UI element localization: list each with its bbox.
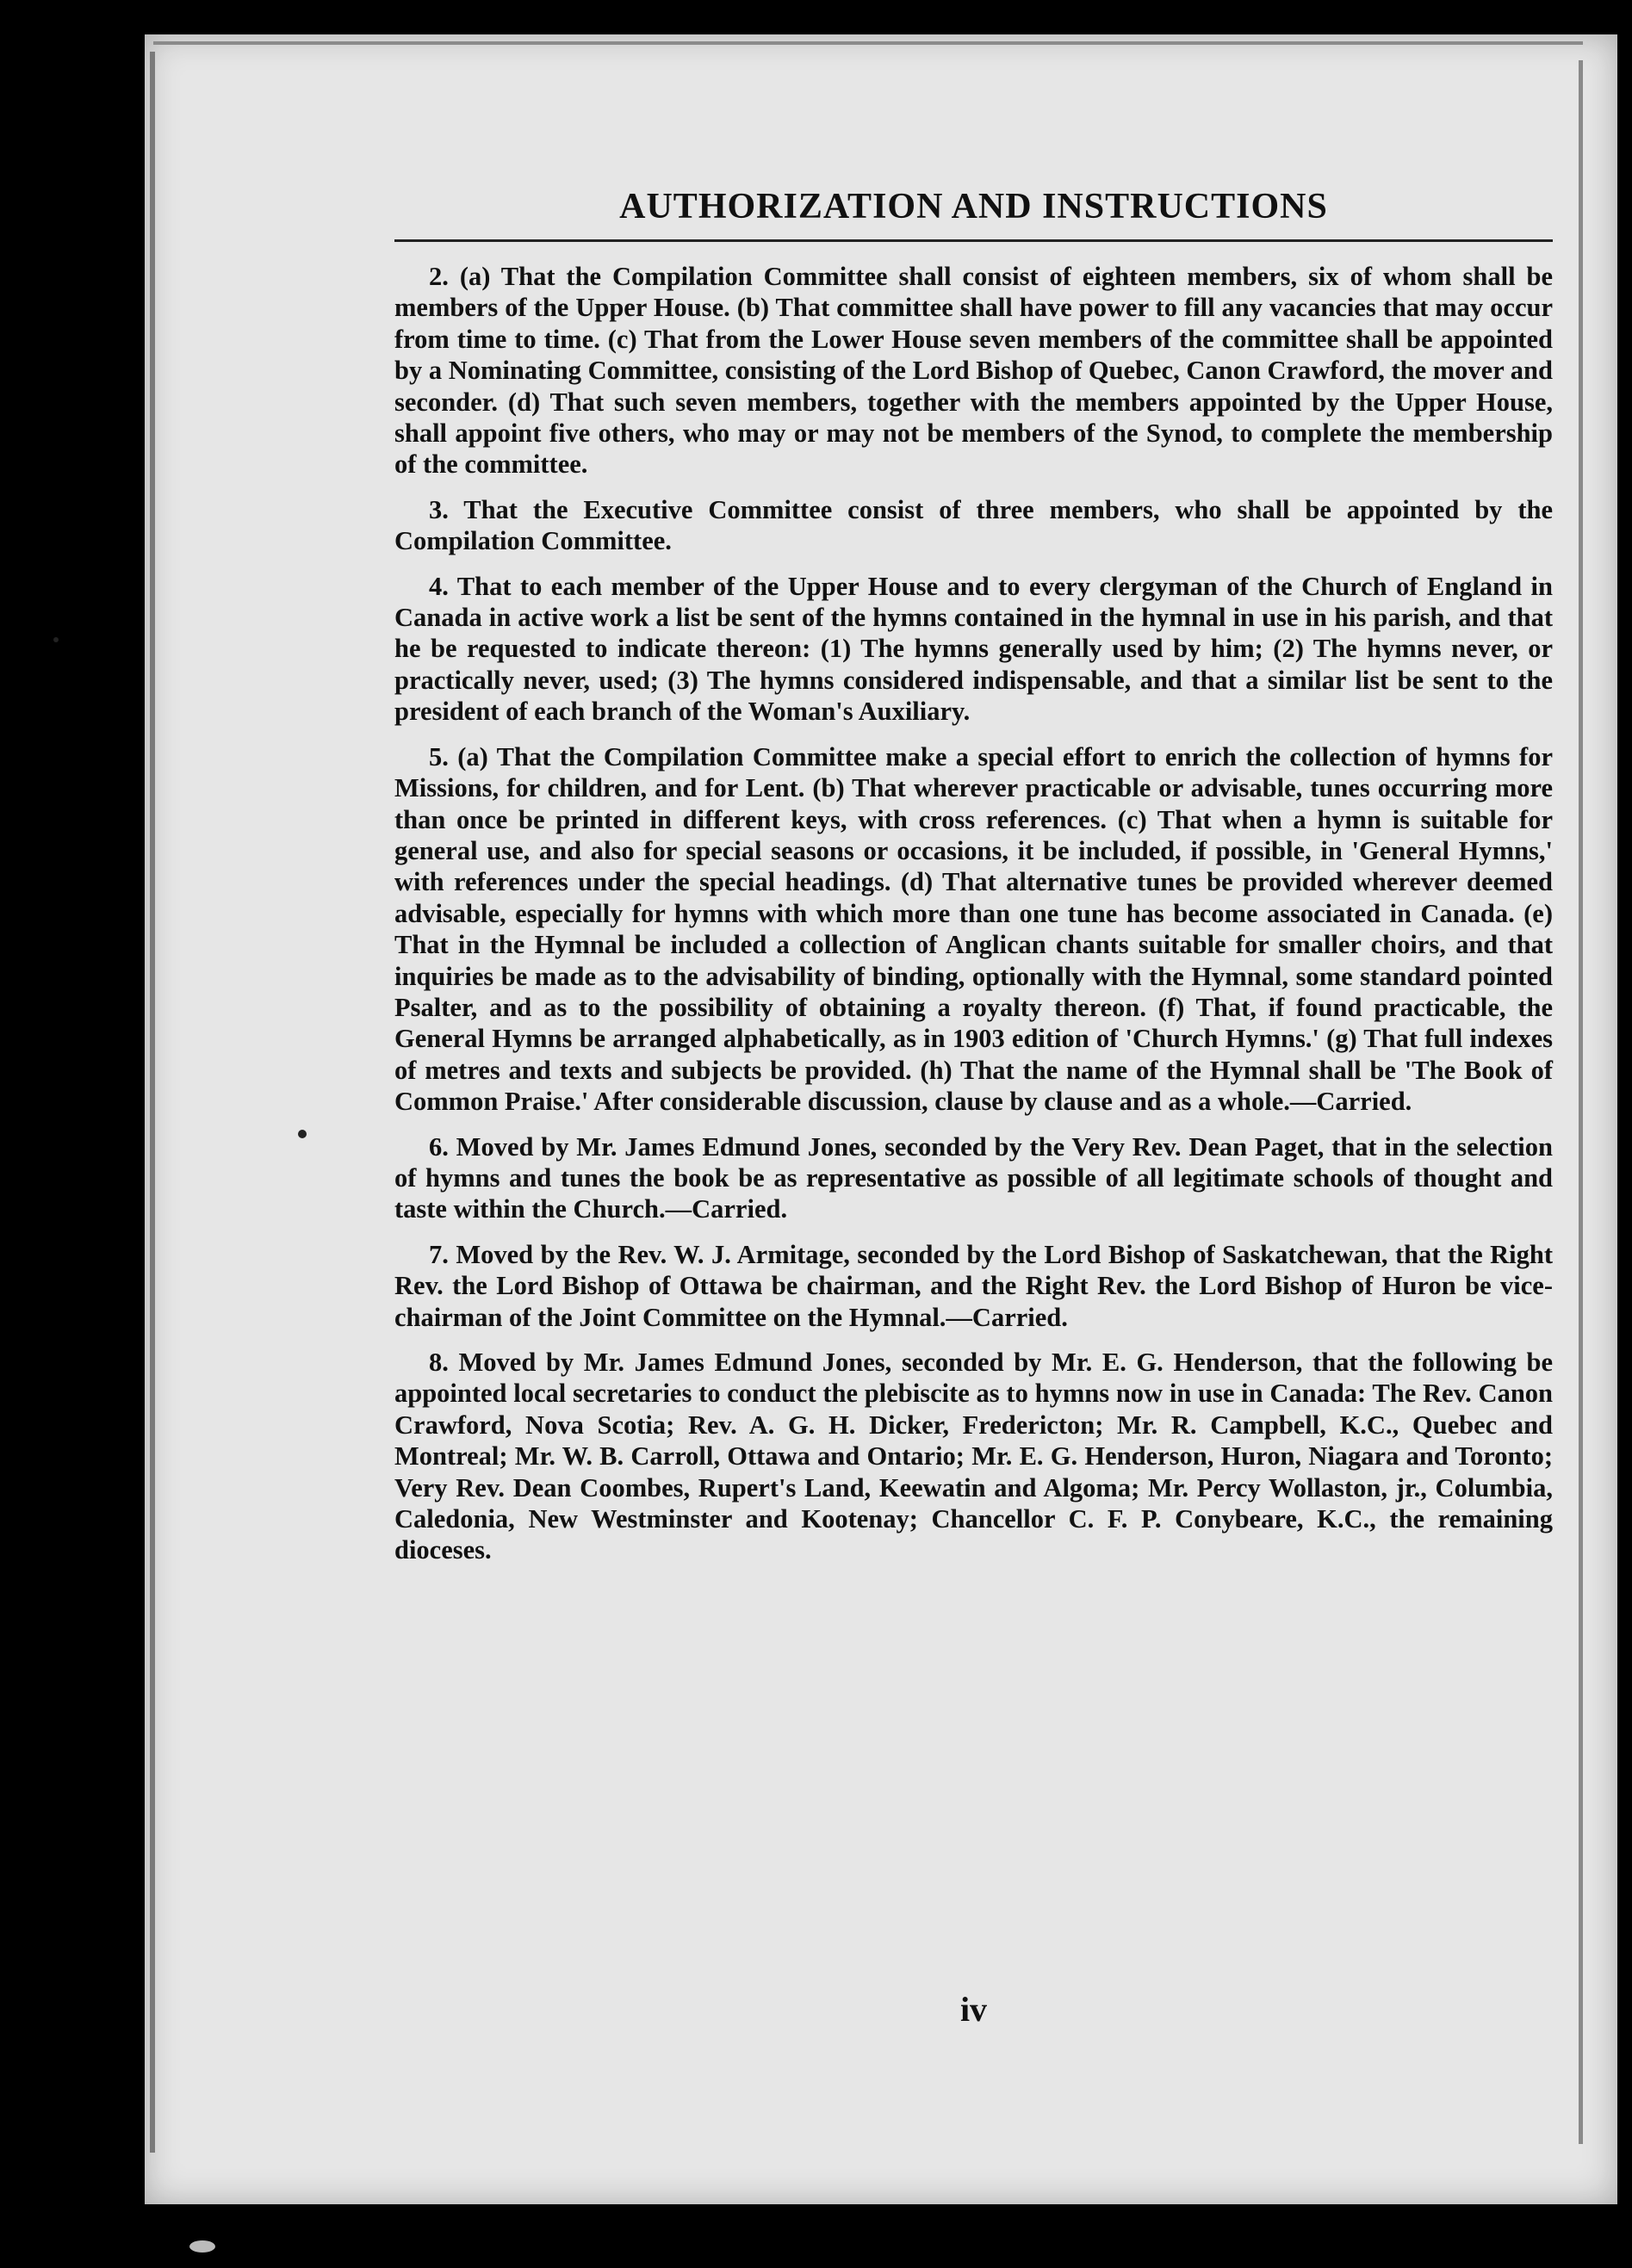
- page-left-edge: [150, 52, 155, 2153]
- clause-2: 2. (a) That the Compilation Committee shall consist of eighteen members, six of whom shall be members of the Upper House. (b) That committee shall have power to fill any vacancies that may occur from time to time. (c) That from the Lower House seven members of the committee shall be appointed by a Nominating Committee, consisting of the Lord Bishop of Quebec, Canon Crawford, the mover and seconder. (d) That such seven members, together with the members appointed by the Upper House, shall appoint five others, who may or may not be members of the Synod, to complete the membership of the committee.: [394, 262, 1553, 480]
- page-number: iv: [959, 1990, 988, 2029]
- stray-ink-dot: [53, 637, 59, 642]
- header-rule: [394, 239, 1553, 242]
- running-header: AUTHORIZATION AND INSTRUCTIONS: [619, 187, 1328, 226]
- stray-ink-dot: [298, 1130, 307, 1138]
- clause-8: 8. Moved by Mr. James Edmund Jones, seconded by Mr. E. G. Henderson, that the following be appointed local secretaries to conduct the plebiscite as to hymns now in use in Canada: The Rev. Canon Crawford, Nova Scotia; Rev. A. G. H. Dicker, Fredericton; Mr. R. Campbell, K.C., Quebec and Montreal; Mr. W. B. Carroll, Ottawa and Ontario; Mr. E. G. Henderson, Huron, Niagara and Toronto; Very Rev. Dean Coombes, Rupert's Land, Keewatin and Algoma; Mr. Percy Wollaston, jr., Columbia, Caledonia, New Westminster and Kootenay; Chancellor C. F. P. Conybeare, K.C., the remaining dioceses.: [394, 1348, 1553, 1565]
- clause-4: 4. That to each member of the Upper House and to every clergyman of the Church of England in Canada in active work a list be sent of the hymns contained in the hymnal in use in his parish, and that he be requested to indicate thereon: (1) The hymns generally used by him; (2) The hymns never, or practically never, used; (3) The hymns considered indispensable, and that a similar list be sent to the president of each branch of the Woman's Auxiliary.: [394, 571, 1553, 727]
- page-top-edge: [153, 41, 1583, 45]
- clause-7: 7. Moved by the Rev. W. J. Armitage, seconded by the Lord Bishop of Saskatchewan, that the Right Rev. the Lord Bishop of Ottawa be chairman, and the Right Rev. the Lord Bishop of Huron be vice-chairman of the Joint Committee on the Hymnal.—Carried.: [394, 1239, 1553, 1332]
- page-right-edge: [1579, 60, 1583, 2144]
- clause-3: 3. That the Executive Committee consist of three members, who shall be appointed by the Compilation Committee.: [394, 494, 1553, 556]
- clause-5: 5. (a) That the Compilation Committee make a special effort to enrich the collection of hymns for Missions, for children, and for Lent. (b) That wherever practicable or advisable, tunes occurring more than once be printed in different keys, with cross references. (c) That when a hymn is suitable for general use, and also for special seasons or occasions, it be included, if possible, in 'General Hymns,' with references under the special headings. (d) That alternative tunes be provided wherever deemed advisable, especially for hymns with which more than one tune has become associated in Canada. (e) That in the Hymnal be included a collection of Anglican chants suitable for smaller choirs, and that inquiries be made as to the advisability of binding, optionally with the Hymnal, some standard pointed Psalter, and as to the possibility of obtaining a royalty thereon. (f) That, if found practicable, the General Hymns be arranged alphabetically, as in 1903 edition of 'Church Hymns.' (g) That full indexes of metres and texts and subjects be provided. (h) That the name of the Hymnal shall be 'The Book of Common Praise.' After considerable discussion, clause by clause and as a whole.—Carried.: [394, 741, 1553, 1117]
- scan-debris: [189, 2240, 215, 2253]
- clause-6: 6. Moved by Mr. James Edmund Jones, seconded by the Very Rev. Dean Paget, that in the selection of hymns and tunes the book be as representative as possible of all legitimate schools of thought and taste within the Church.—Carried.: [394, 1131, 1553, 1224]
- scanned-page: [145, 34, 1617, 2204]
- page-body: [394, 146, 1553, 2029]
